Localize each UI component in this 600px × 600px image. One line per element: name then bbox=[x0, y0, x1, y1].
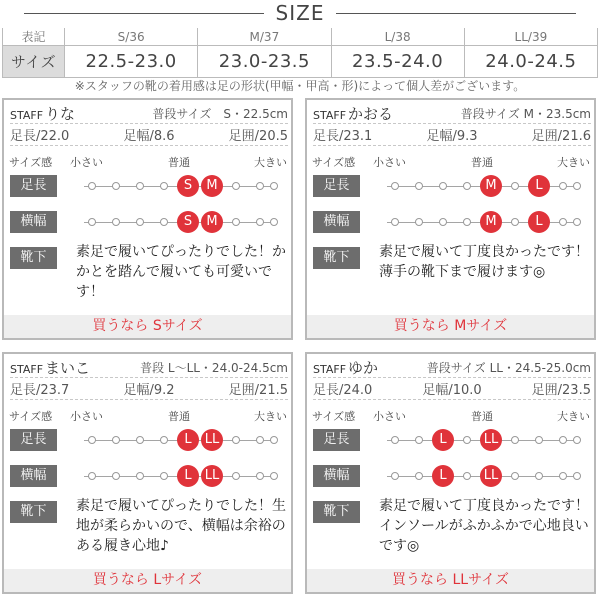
foot-length-measure: 足長/24.0 bbox=[313, 383, 373, 398]
fit-scale-dot bbox=[270, 436, 278, 444]
staff-name: ゆか bbox=[348, 359, 379, 377]
size-header-ll: LL/39 bbox=[464, 28, 597, 46]
fit-scale-dot bbox=[160, 472, 168, 480]
fit-scale-dot bbox=[463, 218, 471, 226]
divider bbox=[313, 399, 591, 400]
fit-scale-dot bbox=[88, 218, 96, 226]
fit-scale-dot bbox=[511, 182, 519, 190]
scale-small-label: 小さい bbox=[373, 410, 406, 423]
size-sense-label: サイズ感 bbox=[9, 156, 53, 169]
divider bbox=[10, 123, 288, 124]
fit-marker: L bbox=[177, 429, 199, 451]
fit-scale-dot bbox=[270, 182, 278, 190]
foot-length-measure: 足長/22.0 bbox=[10, 129, 70, 144]
fit-scale-dot bbox=[136, 472, 144, 480]
row-tag-length: 足長 bbox=[313, 175, 360, 197]
fit-scale-dot bbox=[256, 182, 264, 190]
scale-large-label: 大きい bbox=[254, 410, 287, 423]
foot-measurements bbox=[313, 125, 591, 144]
fit-scale-dot bbox=[573, 218, 581, 226]
fit-scale-dot bbox=[439, 218, 447, 226]
fit-scale-dot bbox=[559, 182, 567, 190]
staff-header bbox=[10, 357, 288, 377]
size-table bbox=[2, 28, 598, 78]
fit-marker: S bbox=[177, 175, 199, 197]
usual-size: 普段サイズ M・23.5cm bbox=[460, 107, 591, 121]
fit-scale-dot bbox=[415, 218, 423, 226]
fit-scale-dot bbox=[232, 472, 240, 480]
fit-scale-dot bbox=[88, 436, 96, 444]
size-table-header bbox=[3, 28, 598, 46]
fit-scale-dot bbox=[559, 218, 567, 226]
fit-scale-dot bbox=[559, 436, 567, 444]
fit-scale-dot bbox=[391, 182, 399, 190]
foot-length-measure: 足長/23.1 bbox=[313, 129, 373, 144]
usual-size: 普段サイズ S・22.5cm bbox=[152, 107, 288, 121]
fit-marker: LL bbox=[201, 429, 223, 451]
fit-scale-dot bbox=[573, 182, 581, 190]
scale-large-label: 大きい bbox=[254, 156, 287, 169]
size-header-l: L/38 bbox=[331, 28, 464, 46]
fit-scale-dot bbox=[112, 218, 120, 226]
staff-card-kaoru bbox=[305, 98, 596, 340]
size-value-l: 23.5-24.0 bbox=[331, 46, 464, 78]
fit-scale-dot bbox=[559, 472, 567, 480]
recommendation-banner: 買うなら Lサイズ bbox=[4, 569, 291, 592]
row-tag-socks: 靴下 bbox=[313, 247, 360, 269]
size-row-label: サイズ bbox=[3, 46, 65, 78]
usual-size: 普段サイズ LL・24.5-25.0cm bbox=[426, 361, 591, 375]
fit-scale-dot bbox=[415, 436, 423, 444]
staff-card-maiko bbox=[2, 352, 293, 594]
size-header-s: S/36 bbox=[65, 28, 198, 46]
staff-card-yuka bbox=[305, 352, 596, 594]
fit-marker: S bbox=[177, 211, 199, 233]
fit-scale-dot bbox=[511, 218, 519, 226]
foot-width-measure: 足幅/9.2 bbox=[123, 383, 175, 398]
staff-comment: 素足で履いて丁度良かったです！薄手の靴下まで履けます◎ bbox=[379, 244, 589, 280]
recommendation-banner: 買うなら Sサイズ bbox=[4, 315, 291, 338]
scale-normal-label: 普通 bbox=[471, 156, 493, 169]
fit-scale-dot bbox=[511, 472, 519, 480]
staff-name: かおる bbox=[348, 105, 394, 123]
fit-scale-dot bbox=[160, 218, 168, 226]
foot-measurements bbox=[10, 125, 288, 144]
size-table-row bbox=[3, 46, 598, 78]
fit-scale-dot bbox=[391, 472, 399, 480]
fit-scale-dot bbox=[160, 436, 168, 444]
foot-length-measure: 足長/23.7 bbox=[10, 383, 70, 398]
staff-header bbox=[313, 357, 591, 377]
size-title-bar bbox=[0, 0, 600, 28]
fit-scale-dot bbox=[256, 472, 264, 480]
size-sense-label: サイズ感 bbox=[9, 410, 53, 423]
size-value-s: 22.5-23.0 bbox=[65, 46, 198, 78]
fit-scale-dot bbox=[270, 472, 278, 480]
fit-marker: M bbox=[201, 175, 223, 197]
foot-width-measure: 足幅/8.6 bbox=[123, 129, 175, 144]
divider bbox=[10, 377, 288, 378]
staff-tag: STAFF bbox=[313, 109, 347, 122]
staff-comment: 素足で履いて丁度良かったです！インソールがふかふかで心地良いです◎ bbox=[379, 498, 589, 554]
staff-tag: STAFF bbox=[10, 109, 44, 122]
row-tag-socks: 靴下 bbox=[10, 501, 57, 523]
fit-marker: LL bbox=[480, 465, 502, 487]
fit-scale-dot bbox=[88, 472, 96, 480]
staff-card-rina bbox=[2, 98, 293, 340]
recommendation-banner: 買うなら Mサイズ bbox=[307, 315, 594, 338]
foot-girth-measure: 足囲/23.5 bbox=[531, 383, 591, 398]
fit-marker: M bbox=[201, 211, 223, 233]
staff-header bbox=[313, 103, 591, 123]
divider bbox=[313, 123, 591, 124]
foot-girth-measure: 足囲/20.5 bbox=[228, 129, 288, 144]
size-header-m: M/37 bbox=[198, 28, 331, 46]
size-value-ll: 24.0-24.5 bbox=[464, 46, 597, 78]
fit-scale-dot bbox=[112, 182, 120, 190]
row-tag-width: 横幅 bbox=[313, 211, 360, 233]
row-tag-length: 足長 bbox=[10, 429, 57, 451]
row-tag-socks: 靴下 bbox=[313, 501, 360, 523]
row-tag-width: 横幅 bbox=[10, 211, 57, 233]
row-tag-width: 横幅 bbox=[313, 465, 360, 487]
size-sense-label: サイズ感 bbox=[312, 410, 356, 423]
fit-scale-dot bbox=[439, 182, 447, 190]
staff-comment: 素足で履いてぴったりでした！かかとを踏んで履いても可愛いです！ bbox=[76, 244, 286, 300]
fit-marker: L bbox=[177, 465, 199, 487]
fit-scale-dot bbox=[415, 182, 423, 190]
fit-marker: L bbox=[528, 211, 550, 233]
size-header-label: 表記 bbox=[3, 28, 65, 46]
fit-scale-dot bbox=[136, 218, 144, 226]
fit-marker: LL bbox=[480, 429, 502, 451]
fit-scale-dot bbox=[136, 182, 144, 190]
row-tag-width: 横幅 bbox=[10, 465, 57, 487]
divider bbox=[313, 145, 591, 146]
staff-tag: STAFF bbox=[10, 363, 44, 376]
fit-marker: M bbox=[480, 211, 502, 233]
fit-marker: L bbox=[432, 429, 454, 451]
fit-scale-dot bbox=[112, 472, 120, 480]
fit-marker: LL bbox=[201, 465, 223, 487]
scale-small-label: 小さい bbox=[70, 410, 103, 423]
scale-large-label: 大きい bbox=[557, 410, 590, 423]
recommendation-banner: 買うなら LLサイズ bbox=[307, 569, 594, 592]
fit-scale-dot bbox=[270, 218, 278, 226]
staff-name: りな bbox=[45, 105, 76, 123]
size-value-m: 23.0-23.5 bbox=[198, 46, 331, 78]
staff-header bbox=[10, 103, 288, 123]
staff-comment: 素足で履いてぴったりでした！生地が柔らかいので、横幅は余裕のある履き心地♪ bbox=[76, 498, 286, 554]
scale-small-label: 小さい bbox=[373, 156, 406, 169]
fit-scale-dot bbox=[391, 218, 399, 226]
foot-girth-measure: 足囲/21.6 bbox=[531, 129, 591, 144]
fit-scale-dot bbox=[232, 182, 240, 190]
fit-marker: M bbox=[480, 175, 502, 197]
fit-scale-dot bbox=[535, 436, 543, 444]
fit-scale-dot bbox=[415, 472, 423, 480]
foot-measurements bbox=[10, 379, 288, 398]
fit-scale-dot bbox=[136, 436, 144, 444]
fit-scale-dot bbox=[535, 472, 543, 480]
row-tag-socks: 靴下 bbox=[10, 247, 57, 269]
fit-scale-dot bbox=[511, 436, 519, 444]
fit-scale-dot bbox=[112, 436, 120, 444]
staff-tag: STAFF bbox=[313, 363, 347, 376]
staff-name: まいこ bbox=[45, 359, 91, 377]
fit-scale-dot bbox=[463, 436, 471, 444]
fit-scale-dot bbox=[232, 436, 240, 444]
size-sense-label: サイズ感 bbox=[312, 156, 356, 169]
foot-measurements bbox=[313, 379, 591, 398]
fit-marker: L bbox=[432, 465, 454, 487]
divider bbox=[10, 145, 288, 146]
usual-size: 普段 L～LL・24.0-24.5cm bbox=[140, 361, 288, 375]
fit-scale-dot bbox=[88, 182, 96, 190]
foot-width-measure: 足幅/10.0 bbox=[422, 383, 482, 398]
fit-scale-dot bbox=[573, 472, 581, 480]
title-rule-right bbox=[336, 13, 576, 14]
page-title: SIZE bbox=[275, 1, 325, 25]
divider bbox=[313, 377, 591, 378]
row-tag-length: 足長 bbox=[10, 175, 57, 197]
fit-scale-dot bbox=[391, 436, 399, 444]
scale-normal-label: 普通 bbox=[168, 410, 190, 423]
fit-scale-dot bbox=[256, 218, 264, 226]
fit-scale-dot bbox=[573, 436, 581, 444]
fit-scale-dot bbox=[256, 436, 264, 444]
fit-disclaimer: ※スタッフの靴の着用感は足の形状(甲幅・甲高・形)によって個人差がございます。 bbox=[74, 79, 526, 93]
fit-scale-dot bbox=[160, 182, 168, 190]
scale-normal-label: 普通 bbox=[168, 156, 190, 169]
foot-width-measure: 足幅/9.3 bbox=[426, 129, 478, 144]
scale-small-label: 小さい bbox=[70, 156, 103, 169]
title-rule-left bbox=[24, 13, 264, 14]
fit-marker: L bbox=[528, 175, 550, 197]
fit-scale-dot bbox=[232, 218, 240, 226]
scale-normal-label: 普通 bbox=[471, 410, 493, 423]
scale-large-label: 大きい bbox=[557, 156, 590, 169]
divider bbox=[10, 399, 288, 400]
fit-scale-dot bbox=[463, 472, 471, 480]
foot-girth-measure: 足囲/21.5 bbox=[228, 383, 288, 398]
fit-scale-dot bbox=[463, 182, 471, 190]
row-tag-length: 足長 bbox=[313, 429, 360, 451]
